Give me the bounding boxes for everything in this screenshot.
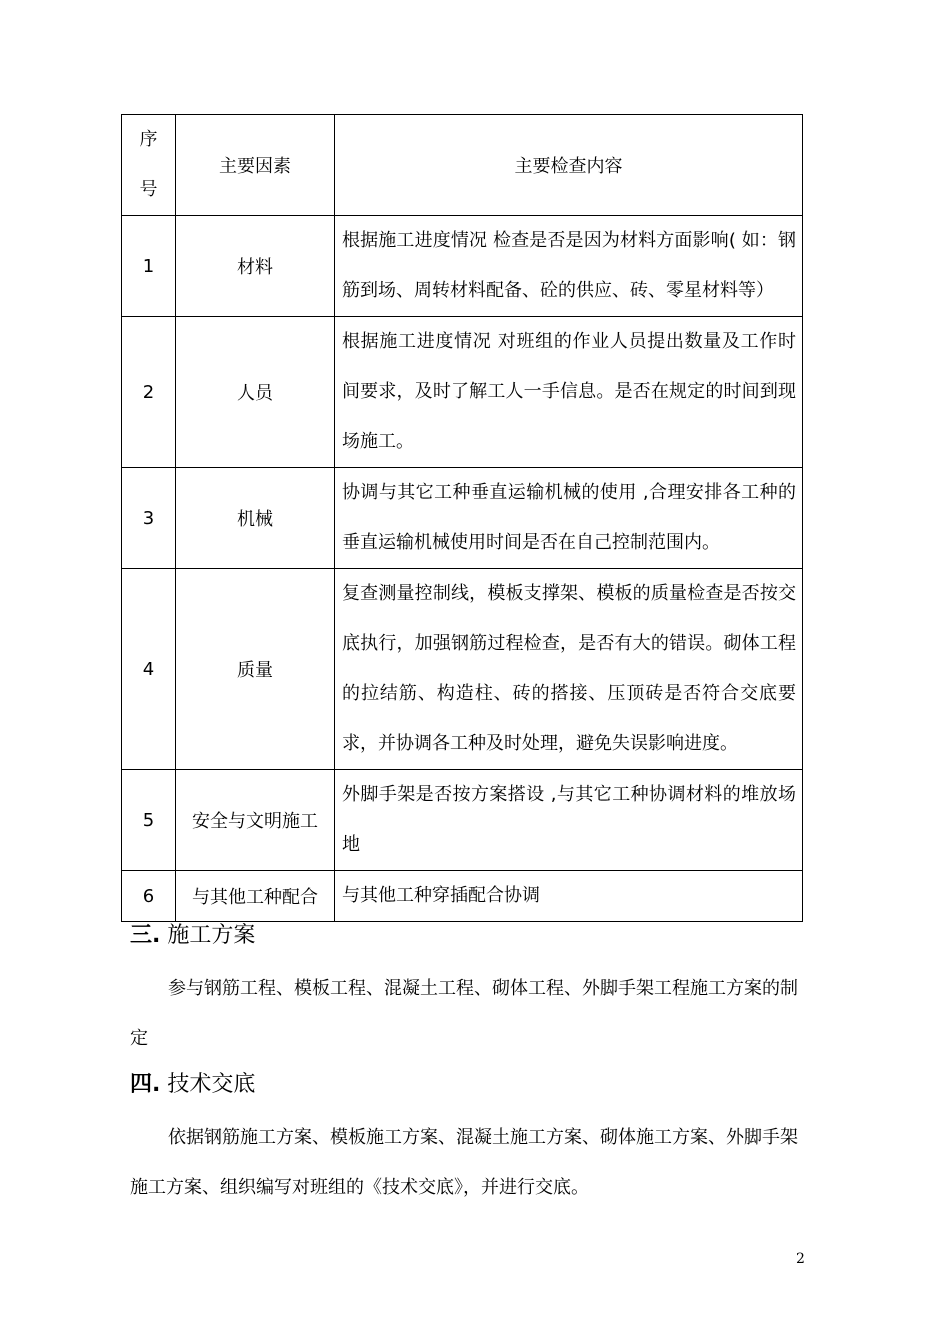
header-no-label: 序号: [139, 129, 158, 200]
inspection-table: [121, 114, 803, 922]
row-no: 5: [122, 770, 176, 871]
row-factor: 安全与文明施工: [176, 770, 335, 871]
section-heading-disclosure: [130, 1070, 255, 1100]
row-content-cell: [335, 569, 803, 770]
row-no: 6: [122, 871, 176, 922]
section-number: 三.: [130, 923, 161, 948]
row-content: 复查测量控制线，模板支撑架、模板的质量检查是否按交底执行，加强钢筋过程检查，是否有大的错误。砌体工程的拉结筋、构造柱、砖的搭接、压顶砖是否符合交底要求，并协调各工种及时处理，避免失误影响进度。: [342, 583, 796, 754]
row-content-cell: [335, 871, 803, 922]
row-content: 协调与其它工种垂直运输机械的使用 ,合理安排各工种的垂直运输机械使用时间是否在自己控制范围内。: [342, 482, 796, 553]
table-row: [122, 871, 803, 922]
table-row: [122, 468, 803, 569]
section-number: 四.: [130, 1072, 161, 1097]
row-content: 外脚手架是否按方案搭设 ,与其它工种协调材料的堆放场地: [342, 784, 796, 855]
row-no: 2: [122, 317, 176, 468]
section-title: 技术交底: [167, 1072, 256, 1097]
row-content: 根据施工进度情况 检查是否是因为材料方面影响( 如：钢筋到场、周转材料配备、砼的供应、砖、零星材料等）: [342, 230, 796, 301]
table-row: [122, 569, 803, 770]
row-no: 4: [122, 569, 176, 770]
table-row: [122, 770, 803, 871]
row-no: 1: [122, 216, 176, 317]
table-header-row: [122, 115, 803, 216]
section-paragraph-plan: 参与钢筋工程、模板工程、混凝土工程、砌体工程、外脚手架工程施工方案的制定: [130, 978, 798, 1049]
table-row: [122, 317, 803, 468]
section-paragraph-disclosure: 依据钢筋施工方案、模板施工方案、混凝土施工方案、砌体施工方案、外脚手架施工方案、组织编写对班组的《技术交底》，并进行交底。: [130, 1127, 798, 1198]
header-cell-no: [122, 115, 176, 216]
row-content-cell: [335, 216, 803, 317]
row-no: 3: [122, 468, 176, 569]
row-content-cell: [335, 468, 803, 569]
row-factor: 机械: [176, 468, 335, 569]
row-factor: 材料: [176, 216, 335, 317]
row-content: 根据施工进度情况 对班组的作业人员提出数量及工作时间要求，及时了解工人一手信息。是否在规定的时间到现场施工。: [342, 331, 796, 452]
row-content-cell: [335, 770, 803, 871]
header-cell-content: 主要检查内容: [335, 115, 803, 216]
row-content: 与其他工种穿插配合协调: [342, 885, 540, 906]
header-cell-factor: 主要因素: [176, 115, 335, 216]
section-title: 施工方案: [167, 923, 256, 948]
row-factor: 人员: [176, 317, 335, 468]
row-content-cell: [335, 317, 803, 468]
row-factor: 与其他工种配合: [176, 871, 335, 922]
page-number: 2: [796, 1251, 805, 1267]
section-heading-plan: [130, 921, 255, 951]
table-row: [122, 216, 803, 317]
row-factor: 质量: [176, 569, 335, 770]
